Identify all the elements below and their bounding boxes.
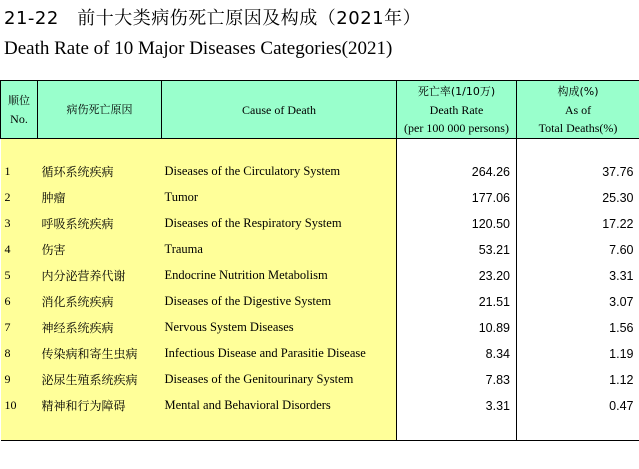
cause-en-cell: Diseases of the Circulatory System — [162, 159, 397, 185]
rank-cell: 2 — [1, 185, 38, 211]
cause-cn-cell: 泌尿生殖系统疾病 — [38, 367, 162, 393]
table-body — [1, 139, 639, 441]
death-rate-cell: 264.26 — [397, 159, 517, 185]
share-cell: 7.60 — [517, 237, 639, 263]
rank-cell: 3 — [1, 211, 38, 237]
table-row — [1, 237, 639, 263]
table-title-english: Death Rate of 10 Major Diseases Categories(2021) — [4, 38, 393, 59]
death-rate-cell: 177.06 — [397, 185, 517, 211]
table-row — [1, 185, 639, 211]
header-row — [1, 81, 639, 139]
rank-cell: 4 — [1, 237, 38, 263]
share-cell: 0.47 — [517, 393, 639, 419]
header-share-cn: 构成(%) — [557, 84, 599, 98]
cause-cn-cell: 内分泌营养代谢 — [38, 263, 162, 289]
table-row — [1, 393, 639, 419]
rank-cell: 10 — [1, 393, 38, 419]
cause-en-cell: Infectious Disease and Parasitie Disease — [162, 341, 397, 367]
rank-cell: 6 — [1, 289, 38, 315]
table-row — [1, 315, 639, 341]
table-row — [1, 289, 639, 315]
rank-cell: 8 — [1, 341, 38, 367]
header-rank-en: No. — [10, 111, 28, 126]
header-share-en1: As of — [564, 102, 592, 117]
bottom-spacer-row — [1, 419, 639, 441]
death-rate-cell: 120.50 — [397, 211, 517, 237]
cause-cn-cell: 肿瘤 — [38, 185, 162, 211]
header-share — [517, 81, 639, 139]
share-cell: 37.76 — [517, 159, 639, 185]
header-rank-cn: 顺位 — [8, 93, 30, 107]
cause-cn-cell: 循环系统疾病 — [38, 159, 162, 185]
share-cell: 25.30 — [517, 185, 639, 211]
header-rate — [397, 81, 517, 139]
header-cause-en: Cause of Death — [162, 81, 397, 139]
death-rate-cell: 10.89 — [397, 315, 517, 341]
cause-en-cell: Endocrine Nutrition Metabolism — [162, 263, 397, 289]
header-share-en2: Total Deaths(%) — [538, 120, 618, 135]
cause-en-cell: Tumor — [162, 185, 397, 211]
cause-cn-cell: 传染病和寄生虫病 — [38, 341, 162, 367]
cause-en-cell: Trauma — [162, 237, 397, 263]
cause-cn-cell: 消化系统疾病 — [38, 289, 162, 315]
cause-cn-cell: 精神和行为障碍 — [38, 393, 162, 419]
death-rate-cell: 7.83 — [397, 367, 517, 393]
header-rank — [1, 81, 38, 139]
header-rate-cn: 死亡率(1/10万) — [417, 84, 496, 98]
cause-en-cell: Diseases of the Genitourinary System — [162, 367, 397, 393]
table-row — [1, 211, 639, 237]
table-row — [1, 159, 639, 185]
table-row — [1, 367, 639, 393]
death-rate-cell: 8.34 — [397, 341, 517, 367]
rank-cell: 1 — [1, 159, 38, 185]
share-cell: 1.12 — [517, 367, 639, 393]
rank-cell: 5 — [1, 263, 38, 289]
death-rate-cell: 23.20 — [397, 263, 517, 289]
cause-cn-cell: 神经系统疾病 — [38, 315, 162, 341]
cause-en-cell: Diseases of the Digestive System — [162, 289, 397, 315]
cause-en-cell: Diseases of the Respiratory System — [162, 211, 397, 237]
share-cell: 3.07 — [517, 289, 639, 315]
share-cell: 1.56 — [517, 315, 639, 341]
cause-en-cell: Nervous System Diseases — [162, 315, 397, 341]
death-rate-cell: 53.21 — [397, 237, 517, 263]
table-title-chinese: 21-22 前十大类病伤死亡原因及构成（2021年） — [4, 8, 422, 29]
cause-en-cell: Mental and Behavioral Disorders — [162, 393, 397, 419]
cause-cn-cell: 呼吸系统疾病 — [38, 211, 162, 237]
death-rate-cell: 21.51 — [397, 289, 517, 315]
cause-cn-cell: 伤害 — [38, 237, 162, 263]
header-rate-unit: (per 100 000 persons) — [404, 120, 509, 135]
table-row — [1, 341, 639, 367]
share-cell: 17.22 — [517, 211, 639, 237]
share-cell: 1.19 — [517, 341, 639, 367]
table-row — [1, 263, 639, 289]
death-rate-cell: 3.31 — [397, 393, 517, 419]
header-cause-cn: 病伤死亡原因 — [38, 81, 162, 139]
header-rate-en: Death Rate — [429, 102, 484, 117]
rank-cell: 9 — [1, 367, 38, 393]
rank-cell: 7 — [1, 315, 38, 341]
death-rate-table — [0, 80, 639, 441]
share-cell: 3.31 — [517, 263, 639, 289]
spacer-row — [1, 139, 639, 159]
